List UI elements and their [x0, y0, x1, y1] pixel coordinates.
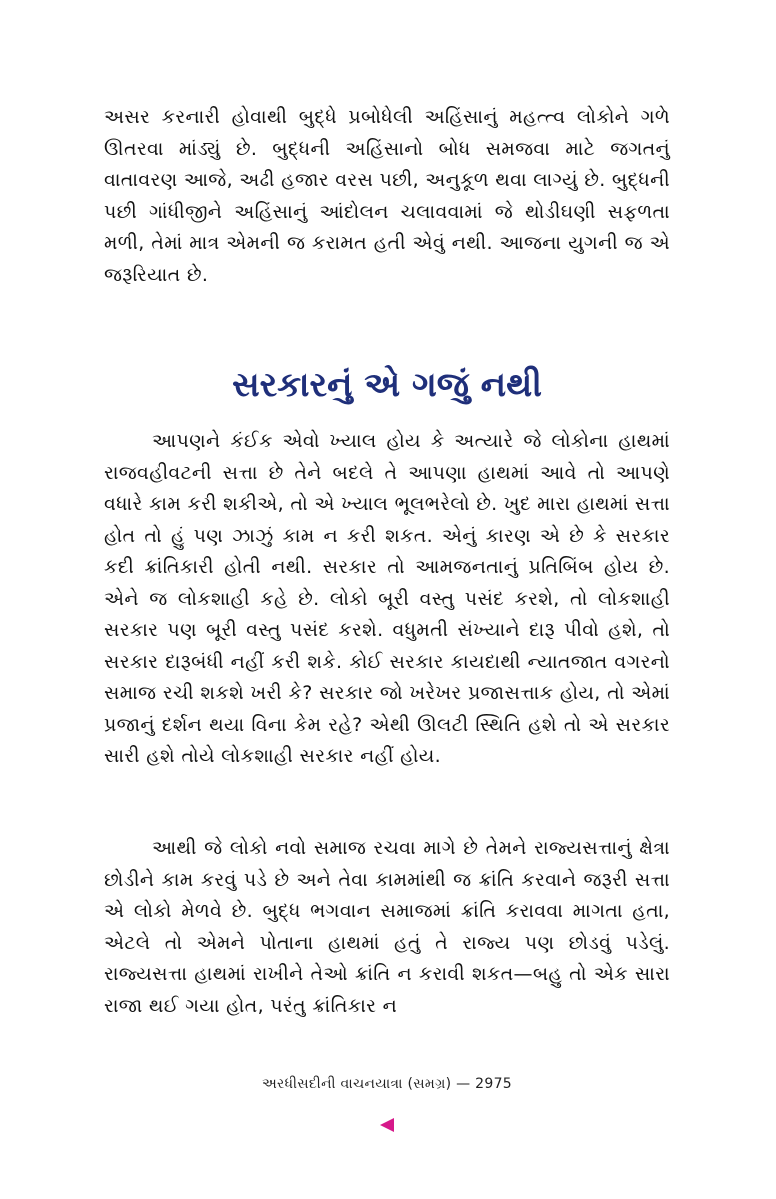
- body-paragraph-2: આથી જે લોકો નવો સમાજ રચવા માગે છે તેમને રાજ્યસત્તાનું ક્ષેત્રા છોડીને કામ કરવું પડે છે અને તેવા કામમાંથી જ ક્રાંતિ કરવાને જરૂરી સત્તા એ લોકો મેળવે છે. બુદ્ધ ભગવાન સમાજમાં ક્રાંતિ કરાવવા માગતા હતા, એટલે તો એમને પોતાના હાથમાં હતું તે રાજ્ય પણ છોડવું પડેલું. રાજ્યસત્તા હાથમાં રાખીને તેઓ ક્રાંતિ ન કરાવી શકત—બહુ તો એક સારા રાજા થઈ ગયા હોત, પરંતુ ક્રાંતિકાર ન: [104, 837, 670, 1017]
- intro-paragraph: અસર કરનારી હોવાથી બુદ્ધે પ્રબોધેલી અહિંસાનું મહત્ત્વ લોકોને ગળે ઊતરવા માંડ્યું છે. બુદ્ધની અહિંસાનો બોધ સમજવા માટે જગતનું વાતાવરણ આજે, અઢી હજાર વરસ પછી, અનુકૂળ થવા લાગ્યું છે. બુદ્ધની પછી ગાંધીજીને અહિંસાનું આંદોલન ચલાવવામાં જે થોડીઘણી સફળતા મળી, તેમાં માત્ર એમની જ કરામત હતી એવું નથી. આજના યુગની જ એ જરૂરિયાત છે.: [104, 106, 670, 286]
- body-paragraph-1: આપણને કંઈક એવો ખ્યાલ હોય કે અત્યારે જે લોકોના હાથમાં રાજવહીવટની સત્તા છે તેને બદલે તે આપણા હાથમાં આવે તો આપણે વધારે કામ કરી શકીએ, તો એ ખ્યાલ ભૂલભરેલો છે. ખુદ મારા હાથમાં સત્તા હોત તો હું પણ ઝાઝું કામ ન કરી શકત. એનું કારણ એ છે કે સરકાર કદી ક્રાંતિકારી હોતી નથી. સરકાર તો આમજનતાનું પ્રતિબિંબ હોય છે. એને જ લોકશાહી કહે છે. લોકો બૂરી વસ્તુ પસંદ કરશે, તો લોકશાહી સરકાર પણ બૂરી વસ્તુ પસંદ કરશે. વધુમતી સંખ્યાને દારૂ પીવો હશે, તો સરકાર દારૂબંધી નહીં કરી શકે. કોઈ સરકાર કાયદાથી ન્યાતજાત વગરનો સમાજ રચી શકશે ખરી કે? સરકાર જો ખરેખર પ્રજાસત્તાક હોય, તો એમાં પ્રજાનું દર્શન થયા વિના કેમ રહે? એથી ઊલટી સ્થિતિ હશે તો એ સરકાર સારી હશે તોયે લોકશાહી સરકાર નહીં હોય.: [104, 430, 670, 767]
- section-heading: સરકારનું એ ગજું નથી: [232, 365, 542, 405]
- page-footer: અરધીસદીની વાચનયાત્રા (સમગ્ર) — 2975: [261, 1076, 513, 1092]
- previous-page-icon[interactable]: [380, 1118, 394, 1132]
